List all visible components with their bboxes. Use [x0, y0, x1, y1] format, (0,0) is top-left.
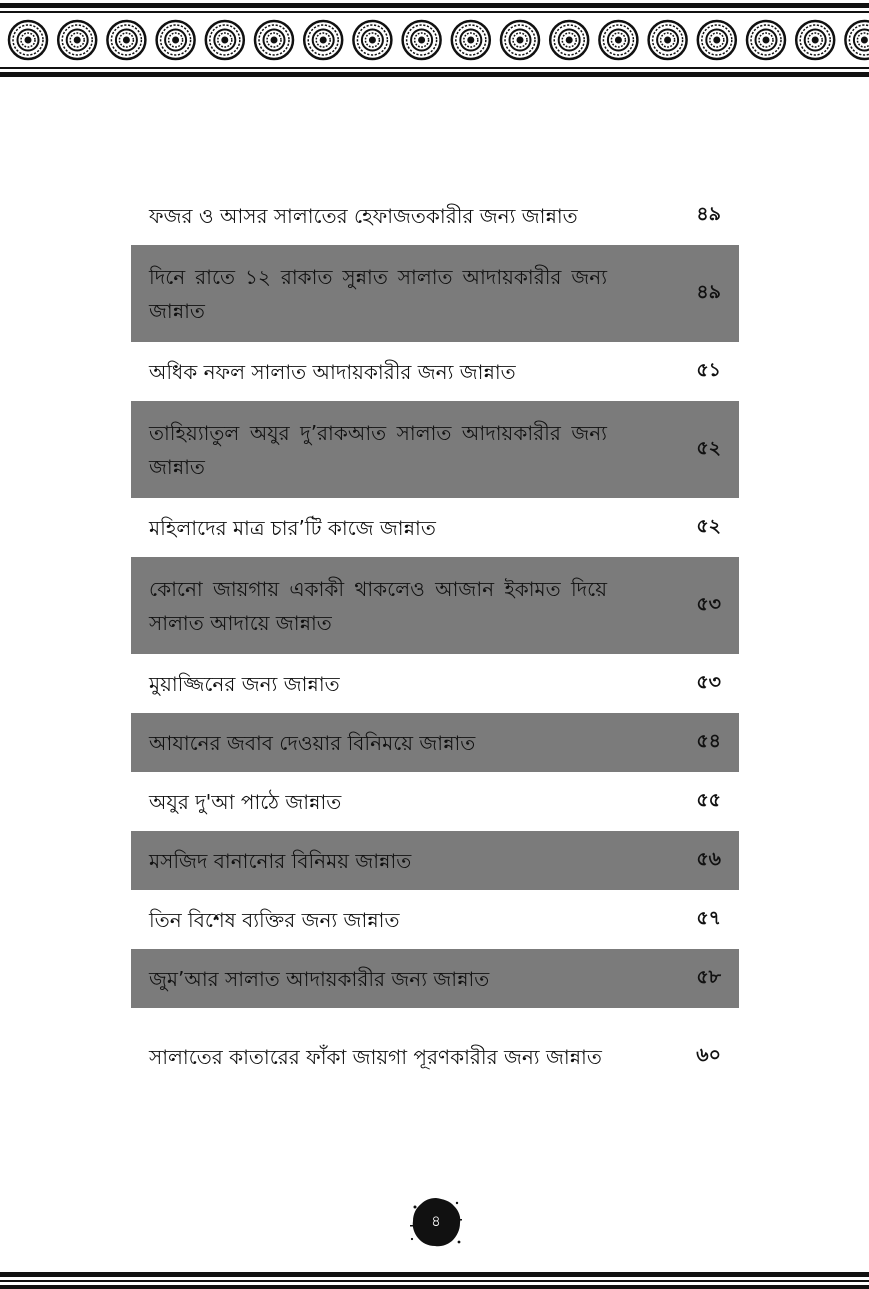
toc-entry: [131, 498, 739, 557]
toc-entry-title: সালাতের কাতারের ফাঁকা জায়গা পূরণকারীর জন্য জান্নাত: [149, 1044, 602, 1069]
toc-entry-page: ৫৫: [696, 788, 721, 811]
toc-entry-title: আযানের জবাব দেওয়ার বিনিময়ে জান্নাত: [149, 730, 476, 755]
toc-entry-page: ৫৮: [696, 965, 721, 988]
toc-entry-page: ৬০: [696, 1043, 721, 1066]
toc-entry-page: ৪৯: [696, 280, 721, 303]
toc-entry: [131, 342, 739, 401]
toc-entry-title: মহিলাদের মাত্র চার’টি কাজে জান্নাত: [149, 515, 436, 540]
toc-entry-title: তিন বিশেষ ব্যক্তির জন্য জান্নাত: [149, 907, 400, 932]
toc-entry-page: ৫৭: [696, 906, 721, 929]
toc-entry: [131, 949, 739, 1008]
page-number: ৪: [431, 1211, 441, 1230]
toc-entry-page: ৫২: [696, 514, 721, 537]
toc-entry: [131, 831, 739, 890]
toc-entry: [131, 713, 739, 772]
toc-entry: [131, 186, 739, 245]
toc-entry-title: মুয়াজ্জিনের জন্য জান্নাত: [149, 671, 340, 696]
toc-entry-title: মসজিদ বানানোর বিনিময় জান্নাত: [149, 848, 412, 873]
top-ornamental-border: [0, 0, 869, 80]
toc-entry-title: দিনে রাতে ১২ রাকাত সুন্নাত সালাত আদায়কারীর জন্য জান্নাত: [149, 264, 607, 323]
toc-entry: [131, 401, 739, 498]
page-number-badge: [409, 1195, 463, 1249]
toc-entry-title: তাহিয়্যাতুল অযুর দু’রাকআত সালাত আদায়কারীর জন্য জান্নাত: [149, 420, 607, 479]
mandala-ornament-icon: [9, 21, 869, 59]
toc-entry-page: ৫১: [696, 358, 721, 381]
toc-entry-title: কোনো জায়গায় একাকী থাকলেও আজান ইকামত দিয়ে সালাত আদায়ে জান্নাত: [149, 576, 607, 635]
toc-entry-page: ৫২: [696, 436, 721, 459]
toc-entry: [131, 557, 739, 654]
toc-entry: [131, 654, 739, 713]
toc-entry-title: জুম’আর সালাত আদায়কারীর জন্য জান্নাত: [149, 966, 490, 991]
toc-entry: [131, 1008, 739, 1105]
table-of-contents: [131, 186, 739, 1105]
toc-entry: [131, 772, 739, 831]
toc-entry-page: ৫৪: [696, 729, 721, 752]
bottom-border: [0, 1272, 869, 1289]
toc-entry-page: ৫৬: [696, 847, 721, 870]
toc-entry-page: ৫৩: [696, 670, 721, 693]
toc-entry-page: ৪৯: [696, 202, 721, 225]
toc-entry: [131, 245, 739, 342]
toc-entry-title: অধিক নফল সালাত আদায়কারীর জন্য জান্নাত: [149, 359, 516, 384]
toc-entry-title: ফজর ও আসর সালাতের হেফাজতকারীর জন্য জান্নাত: [149, 203, 578, 228]
toc-entry: [131, 890, 739, 949]
toc-entry-title: অযুর দু'আ পাঠে জান্নাত: [149, 789, 342, 814]
toc-entry-page: ৫৩: [696, 592, 721, 615]
